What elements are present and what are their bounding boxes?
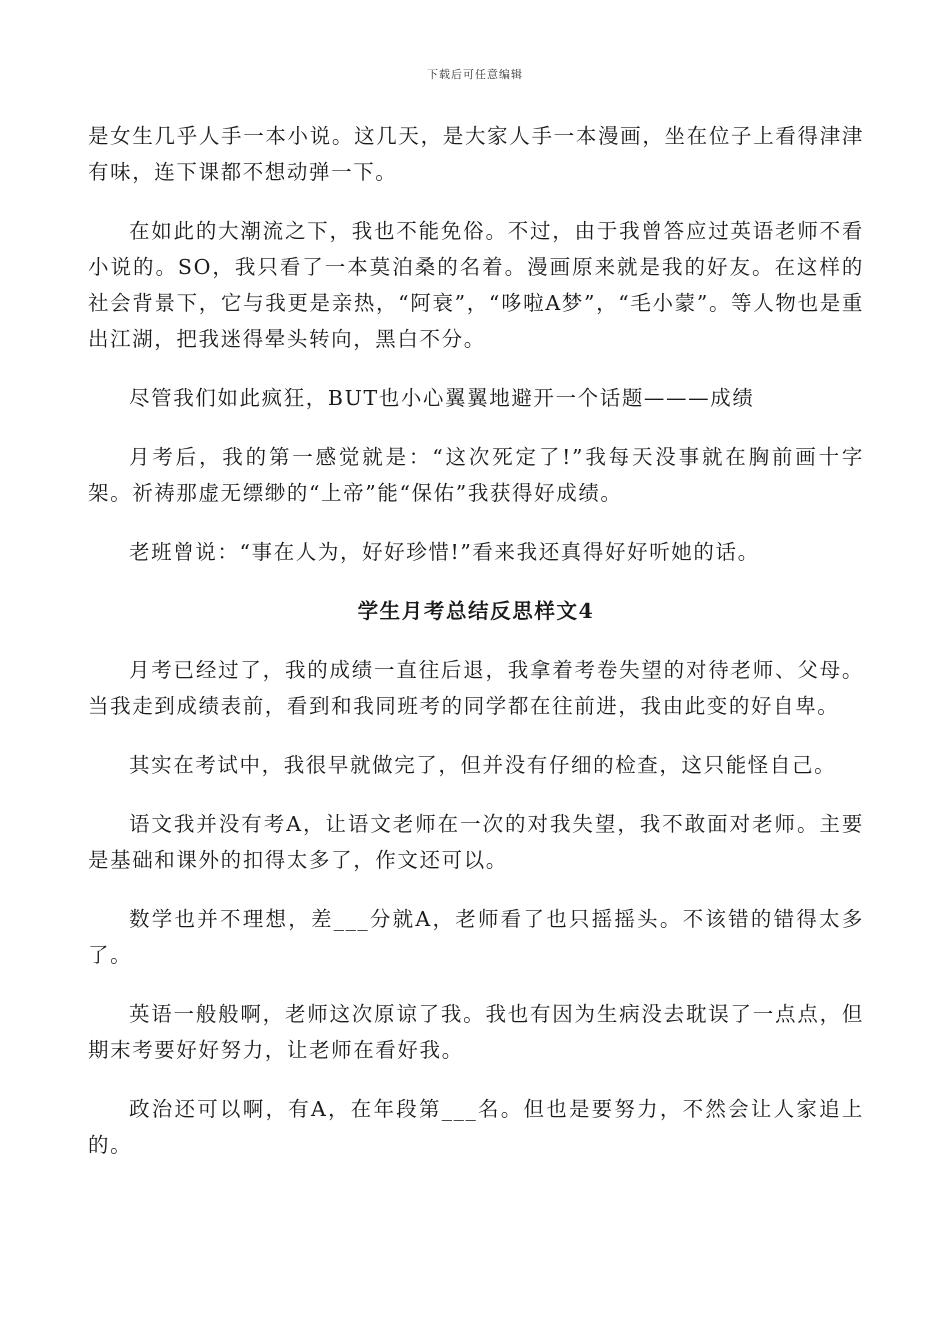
paragraph: 语文我并没有考A，让语文老师在一次的对我失望，我不敢面对老师。主要是基础和课外的扣得太多了，作文还可以。 [88, 812, 864, 872]
paragraph: 是女生几乎人手一本小说。这几天，是大家人手一本漫画，坐在位子上看得津津有味，连下课都不想动弹一下。 [88, 124, 864, 184]
section-title: 学生月考总结反思样文4 [357, 599, 595, 623]
page-header-note: 下载后可任意编辑 [427, 68, 523, 81]
paragraph: 其实在考试中，我很早就做完了，但并没有仔细的检查，这只能怪自己。 [129, 753, 837, 777]
paragraph: 老班曾说：“事在人为，好好珍惜!”看来我还真得好好听她的话。 [129, 540, 760, 564]
document-body [88, 118, 864, 1186]
paragraph: 尽管我们如此疯狂，BUT也小心翼翼地避开一个话题———成绩 [129, 386, 755, 410]
paragraph: 在如此的大潮流之下，我也不能免俗。不过，由于我曾答应过英语老师不看小说的。SO，我只看了一本莫泊桑的名着。漫画原来就是我的好友。在这样的社会背景下，它与我更是亲热，“阿衰”，“哆啦A梦”，“毛小蒙”。等人物也是重出江湖，把我迷得晕头转向，黑白不分。 [88, 219, 864, 351]
paragraph: 月考后，我的第一感觉就是：“这次死定了!”我每天没事就在胸前画十字架。祈祷那虚无缥缈的“上帝”能“保佑”我获得好成绩。 [88, 445, 864, 505]
paragraph: 英语一般般啊，老师这次原谅了我。我也有因为生病没去耽误了一点点，但期末考要好好努力，让老师在看好我。 [88, 1002, 864, 1062]
paragraph: 数学也并不理想，差___分就A，老师看了也只摇摇头。不该错的错得太多了。 [88, 907, 864, 967]
paragraph: 月考已经过了，我的成绩一直往后退，我拿着考卷失望的对待老师、父母。当我走到成绩表前，看到和我同班考的同学都在往前进，我由此变的好自卑。 [88, 658, 864, 718]
paragraph: 政治还可以啊，有A，在年段第___名。但也是要努力，不然会让人家追上的。 [88, 1097, 864, 1157]
